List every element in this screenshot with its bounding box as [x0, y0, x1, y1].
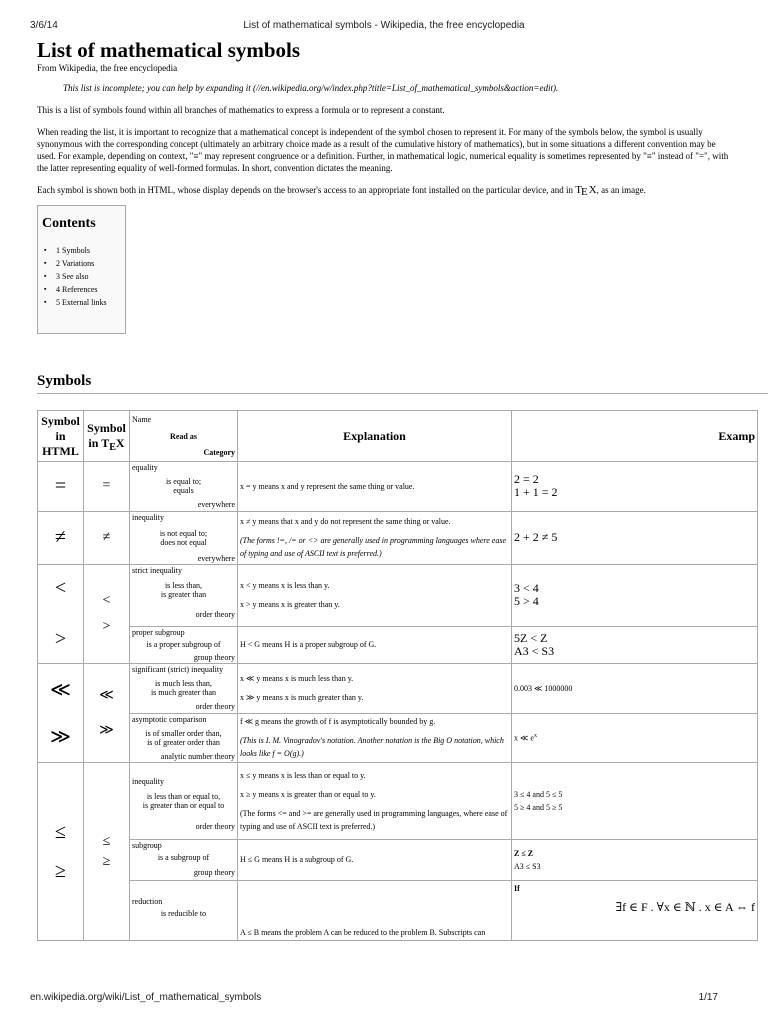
example-reduction-formula: ∃f ∈ F . ∀x ∈ ℕ . x ∈ A ⇔ f	[615, 900, 755, 914]
header-category: Category	[130, 445, 238, 462]
example-asymptotic-text: x ≪ e	[514, 734, 534, 744]
tex-logo[interactable]: TEX	[575, 184, 597, 198]
explanation-significant	[238, 664, 512, 714]
explanation-inequality-note: (The forms !=, /= or <> are generally used in programming languages where ease of typing and use of ASCII text is preferred.)	[240, 536, 507, 559]
explanation-inequality-main: x ≠ y means that x and y do not represent the same thing or value.	[240, 517, 451, 527]
name-significant-inequality[interactable]: significant (strict) inequality	[130, 664, 238, 676]
explanation-asymptotic-main: f ≪ g means the growth of f is asymptotically bounded by g.	[240, 717, 436, 727]
explanation-le-less: x ≤ y means x is less than or equal to y.	[240, 770, 366, 780]
symbol-tex-less: <	[102, 593, 111, 608]
table-row	[38, 462, 758, 474]
header-read-as: Read as	[130, 428, 238, 445]
name-le-inequality[interactable]: inequality	[130, 763, 238, 788]
symbol-tex-le-ge	[84, 763, 130, 941]
example-reduction	[512, 881, 758, 941]
print-footer	[30, 992, 738, 1006]
read-asymptotic: is of smaller order than, is of greater order than	[130, 725, 238, 751]
table-row	[38, 565, 758, 577]
symbol-tex-much-greater: ≫	[99, 723, 114, 738]
table-of-contents	[37, 205, 126, 334]
symbol-html-le-ge	[38, 763, 84, 941]
read-proper-subgroup: is a proper subgroup of	[130, 638, 238, 652]
example-subgroup-a: Z ≤ Z	[514, 848, 534, 858]
symbol-tex-le: ≤	[102, 833, 111, 849]
symbol-html-much-less: ≪	[50, 679, 71, 701]
symbol-html-ge: ≥	[55, 859, 66, 882]
name-proper-subgroup[interactable]: proper subgroup	[130, 626, 238, 638]
toc-list	[42, 244, 125, 309]
header-examples: Examp	[512, 411, 758, 462]
category-asymptotic[interactable]: analytic number theory	[130, 751, 238, 763]
symbol-html-less: <	[54, 577, 67, 599]
read-le: is less than or equal to, is greater than or equal to	[130, 787, 238, 815]
toc-title: Contents	[42, 216, 96, 231]
example-inequality: 2 + 2 ≠ 5	[512, 511, 758, 565]
symbol-tex-much-less: ≪	[99, 688, 114, 703]
explanation-strict-less: x < y means x is less than y.	[240, 581, 330, 591]
symbol-tex-much-less-greater	[84, 664, 130, 763]
name-subgroup[interactable]: subgroup	[130, 839, 238, 851]
name-asymptotic-comparison[interactable]: asymptotic comparison	[130, 713, 238, 725]
example-subgroup-b: A3 ≤ S3	[514, 861, 541, 871]
explanation-inequality	[238, 511, 512, 565]
example-reduction-head: If	[514, 884, 520, 893]
symbol-tex-not-equal: ≠	[84, 511, 130, 565]
para3-start: Each symbol is shown both in HTML, whose display depends on the browser's access to an appropriate font installed on the particular device, and in	[37, 185, 576, 195]
category-proper-subgroup[interactable]: group theory	[130, 652, 238, 664]
toc-item-external-links[interactable]: ▪ 5 External links	[53, 296, 125, 309]
read-equality: is equal to; equals	[130, 473, 238, 499]
explanation-asymptotic	[238, 713, 512, 763]
symbol-html-greater: >	[54, 628, 67, 650]
article-content	[37, 38, 768, 988]
toc-item-symbols[interactable]: ▪ 1 Symbols	[53, 244, 125, 257]
read-subgroup: is a subgroup of	[130, 851, 238, 865]
symbol-html-less-greater	[38, 565, 84, 664]
print-page-number: 1/17	[698, 992, 718, 1003]
symbol-tex-ge: ≥	[102, 853, 111, 869]
read-reduction: is reducible to	[130, 907, 238, 921]
toc-item-references[interactable]: ▪ 4 References	[53, 283, 125, 296]
page-title: List of mathematical symbols	[37, 38, 301, 62]
header-name: Name	[130, 411, 238, 428]
table-row	[38, 664, 758, 676]
example-asymptotic: x ≪ $e^x$	[512, 713, 758, 763]
symbol-html-not-equal: ≠	[38, 511, 84, 565]
from-line: From Wikipedia, the free encyclopedia	[37, 63, 178, 73]
name-strict-inequality[interactable]: strict inequality	[130, 565, 238, 577]
symbol-html-le: ≤	[55, 820, 66, 843]
example-proper-subgroup-b: A3 < S3	[514, 643, 555, 658]
example-le: 3 ≤ 4 and 5 ≤ 5 5 ≥ 4 and 5 ≥ 5	[512, 763, 758, 840]
para3-end: , as an image.	[596, 185, 646, 195]
explanation-asymptotic-note: (This is I. M. Vinogradov's notation. Another notation is the Big O notation, which looks like f = O(g).)	[240, 736, 504, 759]
name-reduction[interactable]: reduction	[130, 881, 238, 907]
hatnote[interactable]: This list is incomplete; you can help by expanding it (//en.wikipedia.org/w/index.php?title=List_of_mathematical_symbols&action=edit).	[63, 83, 559, 93]
table-row	[38, 511, 758, 523]
read-significant: is much less than, is much greater than	[130, 675, 238, 701]
symbol-tex-greater: >	[102, 619, 111, 634]
read-strict: is less than, is greater than	[130, 576, 238, 604]
print-url: en.wikipedia.org/wiki/List_of_mathematical_symbols	[30, 992, 262, 1003]
explanation-reduction: A ≤ B means the problem A can be reduced to the problem B. Subscripts can	[238, 881, 512, 941]
category-le[interactable]: order theory	[130, 815, 238, 839]
category-equality[interactable]: everywhere	[130, 499, 238, 511]
explanation-equality: x = y means x and y represent the same thing or value.	[238, 462, 512, 512]
explanation-le-note: (The forms <= and >= are generally used in programming languages, where ease of typing and use of ASCII text is preferred.)	[240, 808, 508, 831]
symbol-html-equals: =	[38, 462, 84, 512]
category-strict[interactable]: order theory	[130, 604, 238, 626]
example-significant: 0.003 ≪ 1000000	[512, 664, 758, 714]
explanation-strict	[238, 565, 512, 627]
category-significant[interactable]: order theory	[130, 701, 238, 713]
example-equality: 2 = 2 1 + 1 = 2	[512, 462, 758, 512]
explanation-proper-subgroup: H < G means H is a proper subgroup of G.	[238, 626, 512, 664]
header-explanation: Explanation	[238, 411, 512, 462]
read-inequality: is not equal to; does not equal	[130, 523, 238, 553]
symbol-html-much-less-greater	[38, 664, 84, 763]
example-subgroup	[512, 839, 758, 881]
section-rule	[37, 393, 768, 394]
name-inequality[interactable]: inequality	[130, 511, 238, 523]
explanation-significant-less: x ≪ y means x is much less than y.	[240, 674, 354, 684]
symbols-table	[37, 410, 758, 941]
explanation-significant-greater: x ≫ y means x is much greater than y.	[240, 693, 364, 703]
symbol-display-paragraph	[37, 184, 731, 196]
symbol-tex-less-greater	[84, 565, 130, 664]
intro-paragraph: This is a list of symbols found within all branches of mathematics to express a formula or to represent a constant.	[37, 105, 445, 115]
toc-item-variations[interactable]: ▪ 2 Variations	[53, 257, 125, 270]
print-header	[30, 20, 738, 34]
explanation-strict-greater: x > y means x is greater than y.	[240, 600, 340, 610]
print-title: List of mathematical symbols - Wikipedia, the free encyclopedia	[243, 20, 525, 31]
table-row	[38, 763, 758, 788]
symbol-html-much-greater: ≫	[50, 726, 71, 748]
symbol-tex-equals: =	[84, 462, 130, 512]
category-reduction	[130, 921, 238, 941]
explanation-subgroup: H ≤ G means H is a subgroup of G.	[238, 839, 512, 881]
explanation-le-greater: x ≥ y means x is greater than or equal to y.	[240, 789, 376, 799]
category-inequality[interactable]: everywhere	[130, 553, 238, 565]
example-proper-subgroup-a: 5Z < Z	[514, 630, 548, 645]
toc-item-see-also[interactable]: ▪ 3 See also	[53, 270, 125, 283]
name-equality[interactable]: equality	[130, 462, 238, 474]
example-strict: 3 < 4 5 > 4	[512, 565, 758, 627]
print-date: 3/6/14	[30, 20, 58, 31]
table-header-row	[38, 411, 758, 428]
category-subgroup[interactable]: group theory	[130, 865, 238, 881]
example-proper-subgroup	[512, 626, 758, 664]
header-symbol-html: Symbol in HTML	[38, 411, 84, 462]
header-symbol-tex: Symbol in $T_EX$	[84, 411, 130, 462]
reading-paragraph: When reading the list, it is important to recognize that a mathematical concept is independent of the symbol chosen to represent it. For many of the symbols below, the symbol is usually synonymous with the corresponding concept (ultimately an arbitrary choice made as a result of the cumulative history of mathematics), but in some situations a different convention may be used. For example, depending on context, "≡" may represent congruence or a definition. Further, in mathematical logic, numerical equality is sometimes represented by "≡" instead of "=", with the latter representing equality of well-formed formulas. In short, convention dictates the meaning.	[37, 127, 729, 173]
explanation-le	[238, 763, 512, 840]
section-heading-symbols: Symbols	[37, 373, 92, 389]
